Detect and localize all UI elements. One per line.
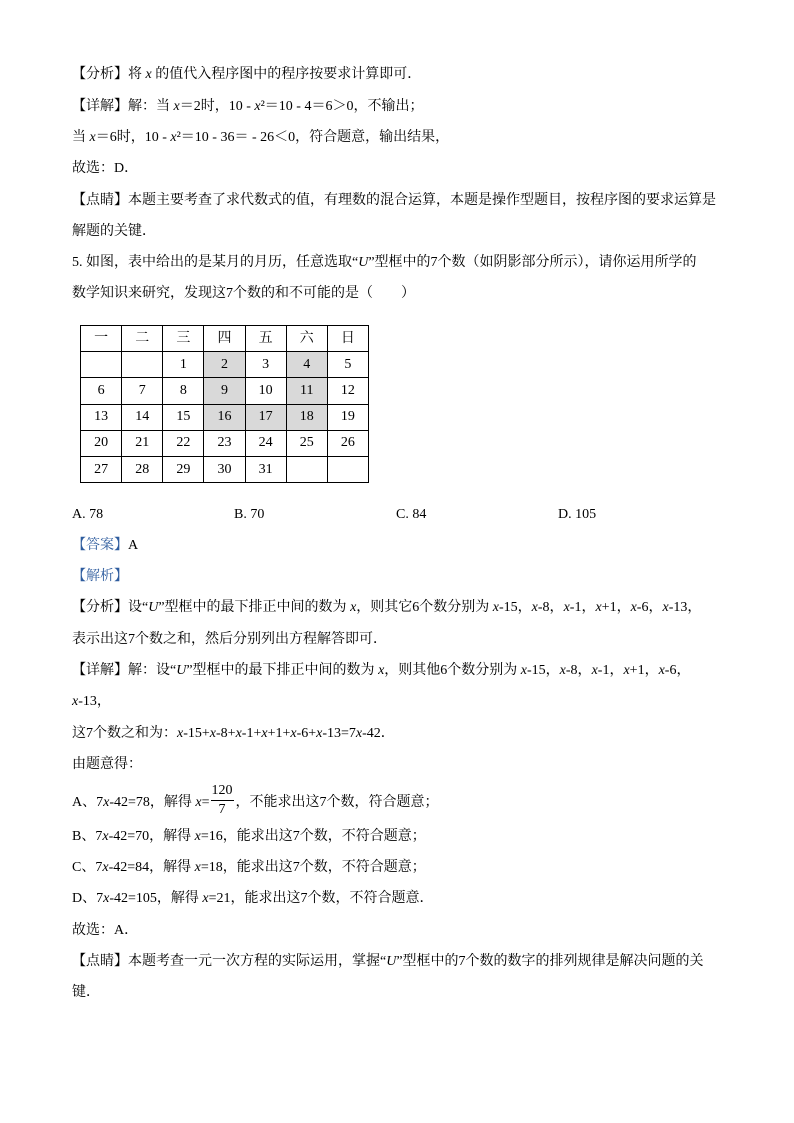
math-variable: x xyxy=(102,860,109,876)
previous-comment xyxy=(0,185,794,248)
weekday-header: 二 xyxy=(122,325,163,351)
math-variable: x xyxy=(103,794,110,810)
explanation-detail xyxy=(0,655,794,780)
answer-value: A xyxy=(128,537,139,553)
math-variable: x xyxy=(623,663,630,679)
math-variable: x xyxy=(563,600,570,616)
calendar-cell-shaded: 2 xyxy=(204,352,245,378)
math-variable: x xyxy=(520,663,527,679)
detail-line: x-13， xyxy=(72,694,111,710)
detail-line: 当 x＝6时，10 - x²＝10 - 36＝ - 26＜0，符合题意，输出结果， xyxy=(72,129,450,145)
question-5 xyxy=(0,247,794,530)
previous-analysis xyxy=(0,59,794,90)
math-variable: U xyxy=(148,600,159,616)
math-variable: x xyxy=(173,98,180,114)
math-variable: x xyxy=(591,663,598,679)
answer-label: 【答案】 xyxy=(72,537,128,553)
calendar-cell: 1 xyxy=(163,352,204,378)
stem-line: 5. 如图，表中给出的是某月的月历，任意选取“U”型框中的7个数（如阴影部分所示），请你运用所学的 xyxy=(72,255,697,271)
calendar-cell-shaded: 18 xyxy=(286,404,327,430)
math-variable: x xyxy=(72,694,79,710)
option-key: D. xyxy=(558,506,572,522)
math-variable: x xyxy=(658,663,665,679)
explanation-other-checks xyxy=(0,821,794,946)
analysis-line: 表示出这7个数之和，然后分别列出方程解答即可． xyxy=(72,631,387,647)
fraction xyxy=(211,784,234,817)
check-line: B、7x-42=70，解得 x=16，能求出这7个数，不符合题意； xyxy=(72,828,426,844)
calendar-body xyxy=(81,325,369,482)
math-variable: x xyxy=(103,891,110,907)
math-variable: x xyxy=(378,663,385,679)
check-line: C、7x-42=84，解得 x=18，能求出这7个数，不符合题意； xyxy=(72,860,426,876)
calendar-cell: 24 xyxy=(245,430,286,456)
check-text-before: A、7x-42=78，解得 x= xyxy=(72,794,210,810)
calendar-week-row xyxy=(81,378,369,404)
weekday-header: 五 xyxy=(245,325,286,351)
weekday-header: 日 xyxy=(327,325,368,351)
calendar-cell: 21 xyxy=(122,430,163,456)
calendar-cell: 29 xyxy=(163,456,204,482)
detail-line: 由题意得： xyxy=(72,756,142,772)
previous-question-solution xyxy=(0,59,794,247)
calendar-week-row xyxy=(81,430,369,456)
detail-line: 【详解】解：设“U”型框中的最下排正中间的数为 x，则其他6个数分别为 x-15，x-8，x-1，x+1，x-6， xyxy=(72,663,691,679)
calendar-cell: 13 xyxy=(81,404,122,430)
calendar-cell-shaded: 17 xyxy=(245,404,286,430)
calendar-cell: 15 xyxy=(163,404,204,430)
question-stem xyxy=(0,247,794,310)
calendar-cell: 5 xyxy=(327,352,368,378)
weekday-header: 六 xyxy=(286,325,327,351)
answer-line xyxy=(0,530,794,561)
calendar-header-row xyxy=(81,325,369,351)
option-value: 84 xyxy=(412,506,427,522)
detail-line: 故选：D． xyxy=(72,161,139,177)
answer-options xyxy=(0,499,794,530)
previous-detail xyxy=(0,91,794,185)
math-variable: x xyxy=(254,98,261,114)
option-value: 105 xyxy=(575,506,597,522)
option-a-check-line xyxy=(0,780,794,821)
math-variable: x xyxy=(235,725,242,741)
fraction-denominator: 7 xyxy=(218,802,226,818)
calendar-cell: 23 xyxy=(204,430,245,456)
calendar-cell: 28 xyxy=(122,456,163,482)
math-variable: x xyxy=(630,600,637,616)
calendar-cell-empty xyxy=(81,352,122,378)
explanation-label: 【解析】 xyxy=(72,569,128,585)
check-line: D、7x-42=105，解得 x=21，能求出这7个数，不符合题意． xyxy=(72,891,434,907)
option-a xyxy=(72,499,234,530)
comment-line: 【点睛】本题主要考查了求代数式的值，有理数的混合运算，本题是操作型题目，按程序图的要求运算是 xyxy=(72,192,716,208)
calendar-cell-shaded: 9 xyxy=(204,378,245,404)
calendar-cell: 8 xyxy=(163,378,204,404)
calendar-cell: 25 xyxy=(286,430,327,456)
check-line: 故选：A． xyxy=(72,922,139,938)
explanation-comment xyxy=(0,946,794,1009)
check-text-after: ，不能求出这7个数，符合题意； xyxy=(235,794,439,810)
calendar-cell: 10 xyxy=(245,378,286,404)
math-variable: x xyxy=(194,860,201,876)
fraction-numerator: 120 xyxy=(211,784,234,801)
calendar-cell: 20 xyxy=(81,430,122,456)
math-variable: x xyxy=(89,129,96,145)
calendar-cell: 19 xyxy=(327,404,368,430)
math-variable: x xyxy=(355,725,363,741)
math-variable: x xyxy=(662,600,669,616)
math-variable: U xyxy=(386,954,397,970)
calendar-cell: 30 xyxy=(204,456,245,482)
calendar-cell: 6 xyxy=(81,378,122,404)
option-key: C. xyxy=(396,506,409,522)
explanation xyxy=(0,561,794,1008)
calendar-week-row xyxy=(81,352,369,378)
calendar-cell: 31 xyxy=(245,456,286,482)
weekday-header: 一 xyxy=(81,325,122,351)
math-variable: x xyxy=(170,129,177,145)
calendar-table xyxy=(80,325,369,483)
calendar-cell: 22 xyxy=(163,430,204,456)
option-b xyxy=(234,499,396,530)
math-variable: x xyxy=(102,828,109,844)
detail-line: 【详解】解：当 x＝2时，10 - x²＝10 - 4＝6＞0，不输出； xyxy=(72,98,424,114)
math-variable: x xyxy=(531,600,538,616)
option-value: 70 xyxy=(250,506,265,522)
calendar-cell: 27 xyxy=(81,456,122,482)
option-d xyxy=(558,499,720,530)
comment-line: 解题的关键． xyxy=(72,223,156,239)
option-key: A. xyxy=(72,506,86,522)
calendar-week-row xyxy=(81,404,369,430)
calendar-week-row xyxy=(81,456,369,482)
calendar-cell-shaded: 4 xyxy=(286,352,327,378)
weekday-header: 三 xyxy=(163,325,204,351)
detail-line: 这7个数之和为：x-15+x-8+x-1+x+1+x-6+x-13=7x-42． xyxy=(72,725,395,741)
calendar-cell: 26 xyxy=(327,430,368,456)
math-variable: U xyxy=(358,255,369,271)
calendar-cell-shaded: 11 xyxy=(286,378,327,404)
math-variable: x xyxy=(492,600,499,616)
math-variable: U xyxy=(176,663,187,679)
explanation-analysis xyxy=(0,592,794,655)
math-variable: x xyxy=(350,600,357,616)
math-variable: x xyxy=(595,600,602,616)
calendar-cell-empty xyxy=(122,352,163,378)
calendar-cell-empty xyxy=(327,456,368,482)
option-c xyxy=(396,499,558,530)
math-variable: x xyxy=(209,725,216,741)
option-key: B. xyxy=(234,506,247,522)
calendar-cell: 7 xyxy=(122,378,163,404)
math-variable: x xyxy=(202,891,209,907)
math-variable: x xyxy=(559,663,566,679)
math-variable: x xyxy=(195,794,202,810)
calendar-cell: 14 xyxy=(122,404,163,430)
stem-line: 数学知识来研究，发现这7个数的和不可能的是（ ） xyxy=(72,286,415,302)
math-variable: x xyxy=(261,725,268,741)
math-variable: x xyxy=(290,725,297,741)
comment-line: 键． xyxy=(72,985,100,1001)
option-value: 78 xyxy=(89,506,104,522)
calendar-cell: 3 xyxy=(245,352,286,378)
math-variable: x xyxy=(194,828,201,844)
calendar-cell: 12 xyxy=(327,378,368,404)
math-variable: x xyxy=(145,67,152,83)
calendar-cell-shaded: 16 xyxy=(204,404,245,430)
calendar-cell-empty xyxy=(286,456,327,482)
comment-line: 【点睛】本题考查一元一次方程的实际运用，掌握“U”型框中的7个数的数字的排列规律是解决问题的关 xyxy=(72,954,704,970)
math-variable: x xyxy=(316,725,323,741)
weekday-header: 四 xyxy=(204,325,245,351)
math-variable: x xyxy=(177,725,184,741)
analysis-line: 【分析】设“U”型框中的最下排正中间的数为 x，则其它6个数分别为 x-15，x-8，x-1，x+1，x-6，x-13， xyxy=(72,600,702,616)
analysis-line: 【分析】将 x 的值代入程序图中的程序按要求计算即可． xyxy=(72,67,422,83)
